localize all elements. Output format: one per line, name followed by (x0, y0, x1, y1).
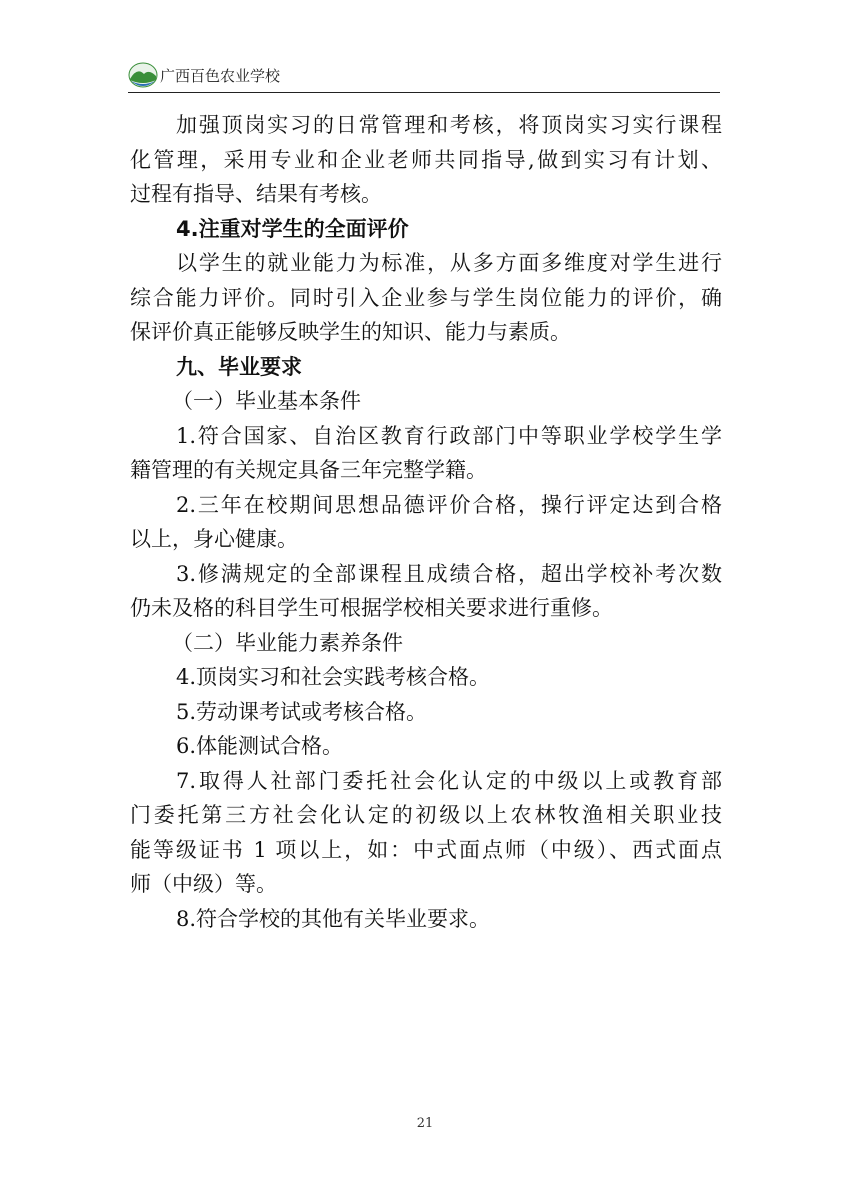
school-logo-icon (128, 60, 158, 90)
paragraph (130, 108, 722, 212)
text-line: 2.三年在校期间思想品德评价合格，操行评定达到合格 (176, 492, 722, 517)
text-line: （一）毕业基本条件 (172, 389, 361, 413)
text-line: 8.符合学校的其他有关毕业要求。 (176, 906, 491, 931)
page-number: 21 (416, 1116, 434, 1131)
paragraph (130, 488, 722, 557)
text-line: 保评价真正能够反映学生的知识、能力与素质。 (130, 320, 571, 344)
school-name: 广西百色农业学校 (160, 67, 281, 85)
text-line: （二）毕业能力素养条件 (172, 630, 403, 655)
text-line: 7.取得人社部门委托社会化认定的中级以上或教育部 (176, 768, 722, 793)
paragraph (130, 764, 722, 902)
text-line: 1.符合国家、自治区教育行政部门中等职业学校学生学 (176, 423, 722, 448)
text-line: 4.注重对学生的全面评价 (176, 216, 409, 241)
text-line: 门委托第三方社会化认定的初级以上农林牧渔相关职业技 (130, 803, 722, 827)
paragraph (130, 660, 722, 695)
text-line: 5.劳动课考试或考核合格。 (176, 699, 428, 724)
text-line: 九、毕业要求 (176, 354, 302, 379)
text-line: 师（中级）等。 (130, 872, 277, 896)
paragraph (130, 695, 722, 730)
subsection-heading (130, 626, 722, 661)
text-line: 4.顶岗实习和社会实践考核合格。 (176, 665, 491, 689)
paragraph (130, 902, 722, 937)
text-line: 化管理，采用专业和企业老师共同指导,做到实习有计划、 (130, 147, 722, 172)
text-line: 综合能力评价。同时引入企业参与学生岗位能力的评价，确 (130, 285, 722, 310)
text-line: 仍未及格的科目学生可根据学校相关要求进行重修。 (130, 596, 613, 620)
document-body (130, 108, 722, 936)
text-line: 能等级证书 1 项以上，如：中式面点师（中级）、西式面点 (130, 837, 722, 862)
text-line: 加强顶岗实习的日常管理和考核，将顶岗实习实行课程 (176, 113, 722, 137)
text-line: 以上，身心健康。 (130, 527, 298, 551)
section-heading (130, 212, 722, 247)
paragraph (130, 557, 722, 626)
text-line: 过程有指导、结果有考核。 (130, 182, 382, 206)
subsection-heading (130, 384, 722, 419)
section-heading (130, 350, 722, 385)
page-header (128, 60, 720, 96)
text-line: 以学生的就业能力为标准，从多方面多维度对学生进行 (176, 251, 722, 275)
header-divider (128, 92, 720, 93)
paragraph (130, 729, 722, 764)
text-line: 3.修满规定的全部课程且成绩合格，超出学校补考次数 (176, 561, 722, 586)
text-line: 籍管理的有关规定具备三年完整学籍。 (130, 458, 487, 482)
paragraph (130, 246, 722, 350)
text-line: 6.体能测试合格。 (176, 734, 344, 758)
paragraph (130, 419, 722, 488)
